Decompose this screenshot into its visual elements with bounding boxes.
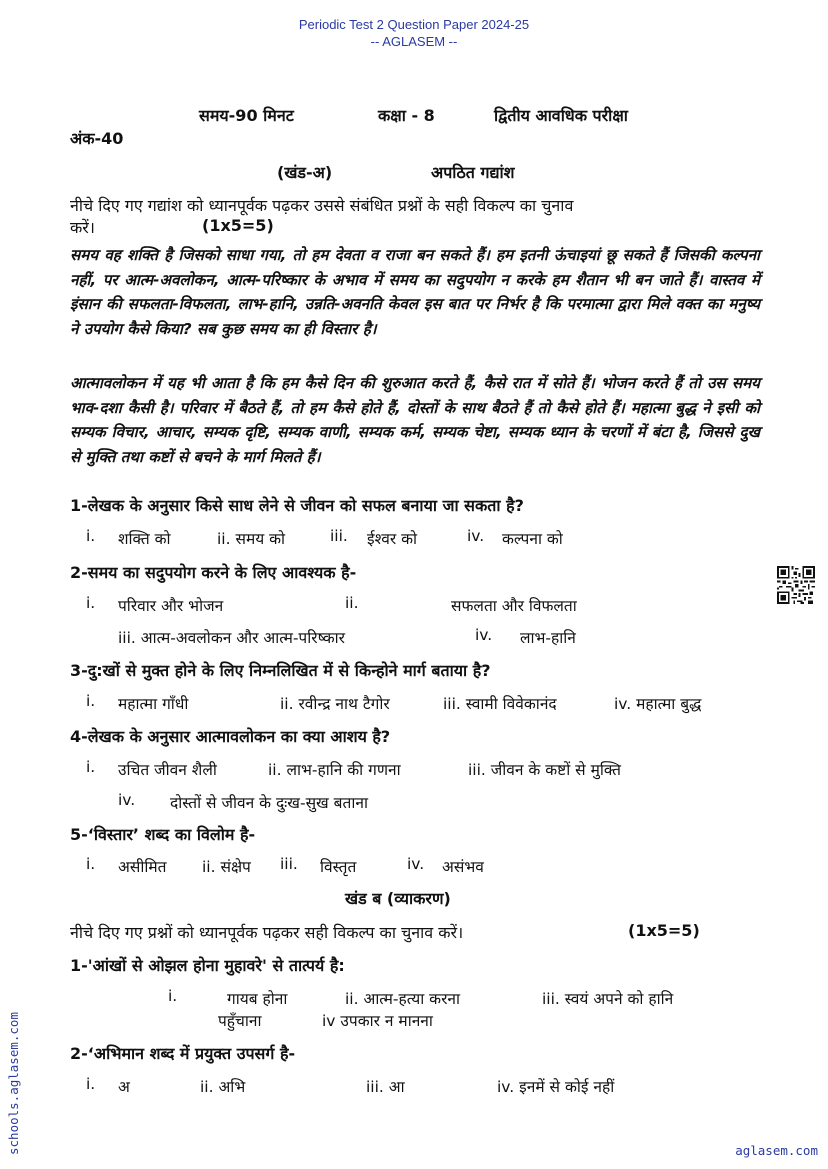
footer-url[interactable]: aglasem.com	[735, 1143, 818, 1158]
passage-paragraph-2: आत्मावलोकन में यह भी आता है कि हम कैसे दिन की शुरुआत करते हैं, कैसे रात में सोते हैं। भोजन करते हैं तो उस समय भाव-दशा कैसी है। परिवार में बैठते हैं, तो हम कैसे होते हैं, दोस्तों के साथ बैठते हैं तो कैसे होते हैं। महात्मा बुद्ध ने इसी को सम्यक विचार, आचार, सम्यक दृष्टि, सम्यक वाणी, सम्यक कर्म, सम्यक चेष्टा, सम्यक ध्यान के चरणों में बंटा है, जिससे दुख से मुक्ति तथा कष्टों से बचने के मार्ग मिलते हैं।	[70, 374, 760, 466]
q2-option-3: iii. आत्म-अवलोकन और आत्म-परिष्कार	[118, 629, 346, 647]
q1-option-4-num: iv.	[467, 527, 485, 545]
question-4: 4-लेखक के अनुसार आत्मावलोकन का क्या आशय है?	[70, 727, 391, 746]
exam-time: समय-90 मिनट	[199, 106, 294, 125]
q2-option-4: लाभ-हानि	[520, 629, 576, 647]
section-b-instruction: नीचे दिए गए प्रश्नों को ध्यानपूर्वक पढ़कर सही विकल्प का चुनाव करें।	[70, 923, 464, 942]
gq1-option-2: ii. आत्म-हत्या करना	[345, 990, 461, 1008]
q2-option-1-num: i.	[86, 594, 96, 612]
q5-option-1-num: i.	[86, 855, 96, 873]
q2-option-1: परिवार और भोजन	[118, 597, 224, 615]
gq1-option-4: iv उपकार न मानना	[322, 1012, 433, 1030]
header-line-1: Periodic Test 2 Question Paper 2024-25	[298, 17, 530, 32]
q1-option-3: ईश्वर को	[367, 530, 418, 548]
q3-option-3: iii. स्वामी विवेकानंद	[443, 695, 557, 713]
q4-option-1: उचित जीवन शैली	[118, 761, 217, 779]
section-a-title: अपठित गद्यांश	[431, 163, 515, 182]
grammar-question-2: 2-‘अभिमान शब्द में प्रयुक्त उपसर्ग है-	[70, 1044, 296, 1063]
exam-class: कक्षा - 8	[378, 106, 435, 125]
gq1-option-1: गायब होना	[227, 990, 288, 1008]
q2-option-4-num: iv.	[475, 626, 493, 644]
q5-option-3-num: iii.	[280, 855, 298, 873]
q1-option-1: शक्ति को	[118, 530, 171, 548]
gq2-option-1: अ	[118, 1078, 130, 1096]
section-b-marks: (1x5=5)	[628, 921, 700, 940]
q5-option-4: असंभव	[442, 858, 484, 876]
gq2-option-2: ii. अभि	[200, 1078, 246, 1096]
q1-option-2: ii. समय को	[217, 530, 286, 548]
q4-option-4-num: iv.	[118, 791, 136, 809]
grammar-question-1: 1-'आंखों से ओझल होना मुहावरे' से तात्पर्य है:	[70, 956, 345, 975]
gq1-option-3-cont: पहुँचाना	[218, 1012, 262, 1030]
question-5: 5-‘विस्तार’ शब्द का विलोम है-	[70, 825, 256, 844]
side-watermark-url[interactable]: schools.aglasem.com	[6, 1012, 21, 1155]
section-a-instruction: नीचे दिए गए गद्यांश को ध्यानपूर्वक पढ़कर उससे संबंधित प्रश्नों के सही विकल्प का चुनाव	[70, 196, 574, 215]
gq1-option-1-num: i.	[168, 987, 178, 1005]
q4-option-3: iii. जीवन के कष्टों से मुक्ति	[468, 761, 621, 779]
q4-option-4: दोस्तों से जीवन के दुःख-सुख बताना	[170, 794, 368, 812]
gq1-option-3: iii. स्वयं अपने को हानि	[542, 990, 674, 1008]
section-a-instruction-cont: करें।	[70, 218, 95, 237]
q1-option-1-num: i.	[86, 527, 96, 545]
q3-option-1-num: i.	[86, 692, 96, 710]
question-2: 2-समय का सदुपयोग करने के लिए आवश्यक है-	[70, 563, 357, 582]
q5-option-3: विस्तृत	[320, 858, 357, 876]
q5-option-1: असीमित	[118, 858, 167, 876]
header-line-2: -- AGLASEM --	[370, 34, 458, 49]
gq2-option-1-num: i.	[86, 1075, 96, 1093]
question-1: 1-लेखक के अनुसार किसे साध लेने से जीवन को सफल बनाया जा सकता है?	[70, 496, 524, 515]
q5-option-4-num: iv.	[407, 855, 425, 873]
q2-option-2-num: ii.	[345, 594, 359, 612]
section-a-label: (खंड-अ)	[277, 163, 333, 182]
gq2-option-3: iii. आ	[366, 1078, 405, 1096]
q2-option-2: सफलता और विफलता	[451, 597, 577, 615]
qr-code-icon[interactable]	[777, 566, 815, 604]
q3-option-2: ii. रवीन्द्र नाथ टैगोर	[280, 695, 390, 713]
q4-option-1-num: i.	[86, 758, 96, 776]
section-a-marks: (1x5=5)	[202, 216, 274, 235]
q1-option-4: कल्पना को	[502, 530, 563, 548]
q4-option-2: ii. लाभ-हानि की गणना	[268, 761, 401, 779]
passage-paragraph-1: समय वह शक्ति है जिसको साधा गया, तो हम देवता व राजा बन सकते हैं। हम इतनी ऊंचाइयां छू सकते हैं जिसकी कल्पना नहीं, पर आत्म-अवलोकन, आत्म-परिष्कार के अभाव में समय का सदुपयोग न करके हम शैतान भी बन जाते हैं। वास्तव में इंसान की सफलता-विफलता, लाभ-हानि, उन्नति-अवनति केवल इस बात पर निर्भर है कि परमात्मा द्वारा मिले वक्त का मनुष्य ने उपयोग कैसे किया? सब कुछ समय का ही विस्तार है।	[70, 246, 760, 338]
gq2-option-4: iv. इनमें से कोई नहीं	[497, 1078, 615, 1096]
section-b-title: खंड ब (व्याकरण)	[345, 889, 451, 908]
q1-option-3-num: iii.	[330, 527, 348, 545]
question-3: 3-दु:खों से मुक्त होने के लिए निम्नलिखित में से किन्होने मार्ग बताया है?	[70, 661, 491, 680]
exam-marks: अंक-40	[70, 129, 124, 148]
exam-name: द्वितीय आवधिक परीक्षा	[494, 106, 628, 125]
q3-option-1: महात्मा गाँधी	[118, 695, 189, 713]
q5-option-2: ii. संक्षेप	[202, 858, 251, 876]
q3-option-4: iv. महात्मा बुद्ध	[614, 695, 702, 713]
